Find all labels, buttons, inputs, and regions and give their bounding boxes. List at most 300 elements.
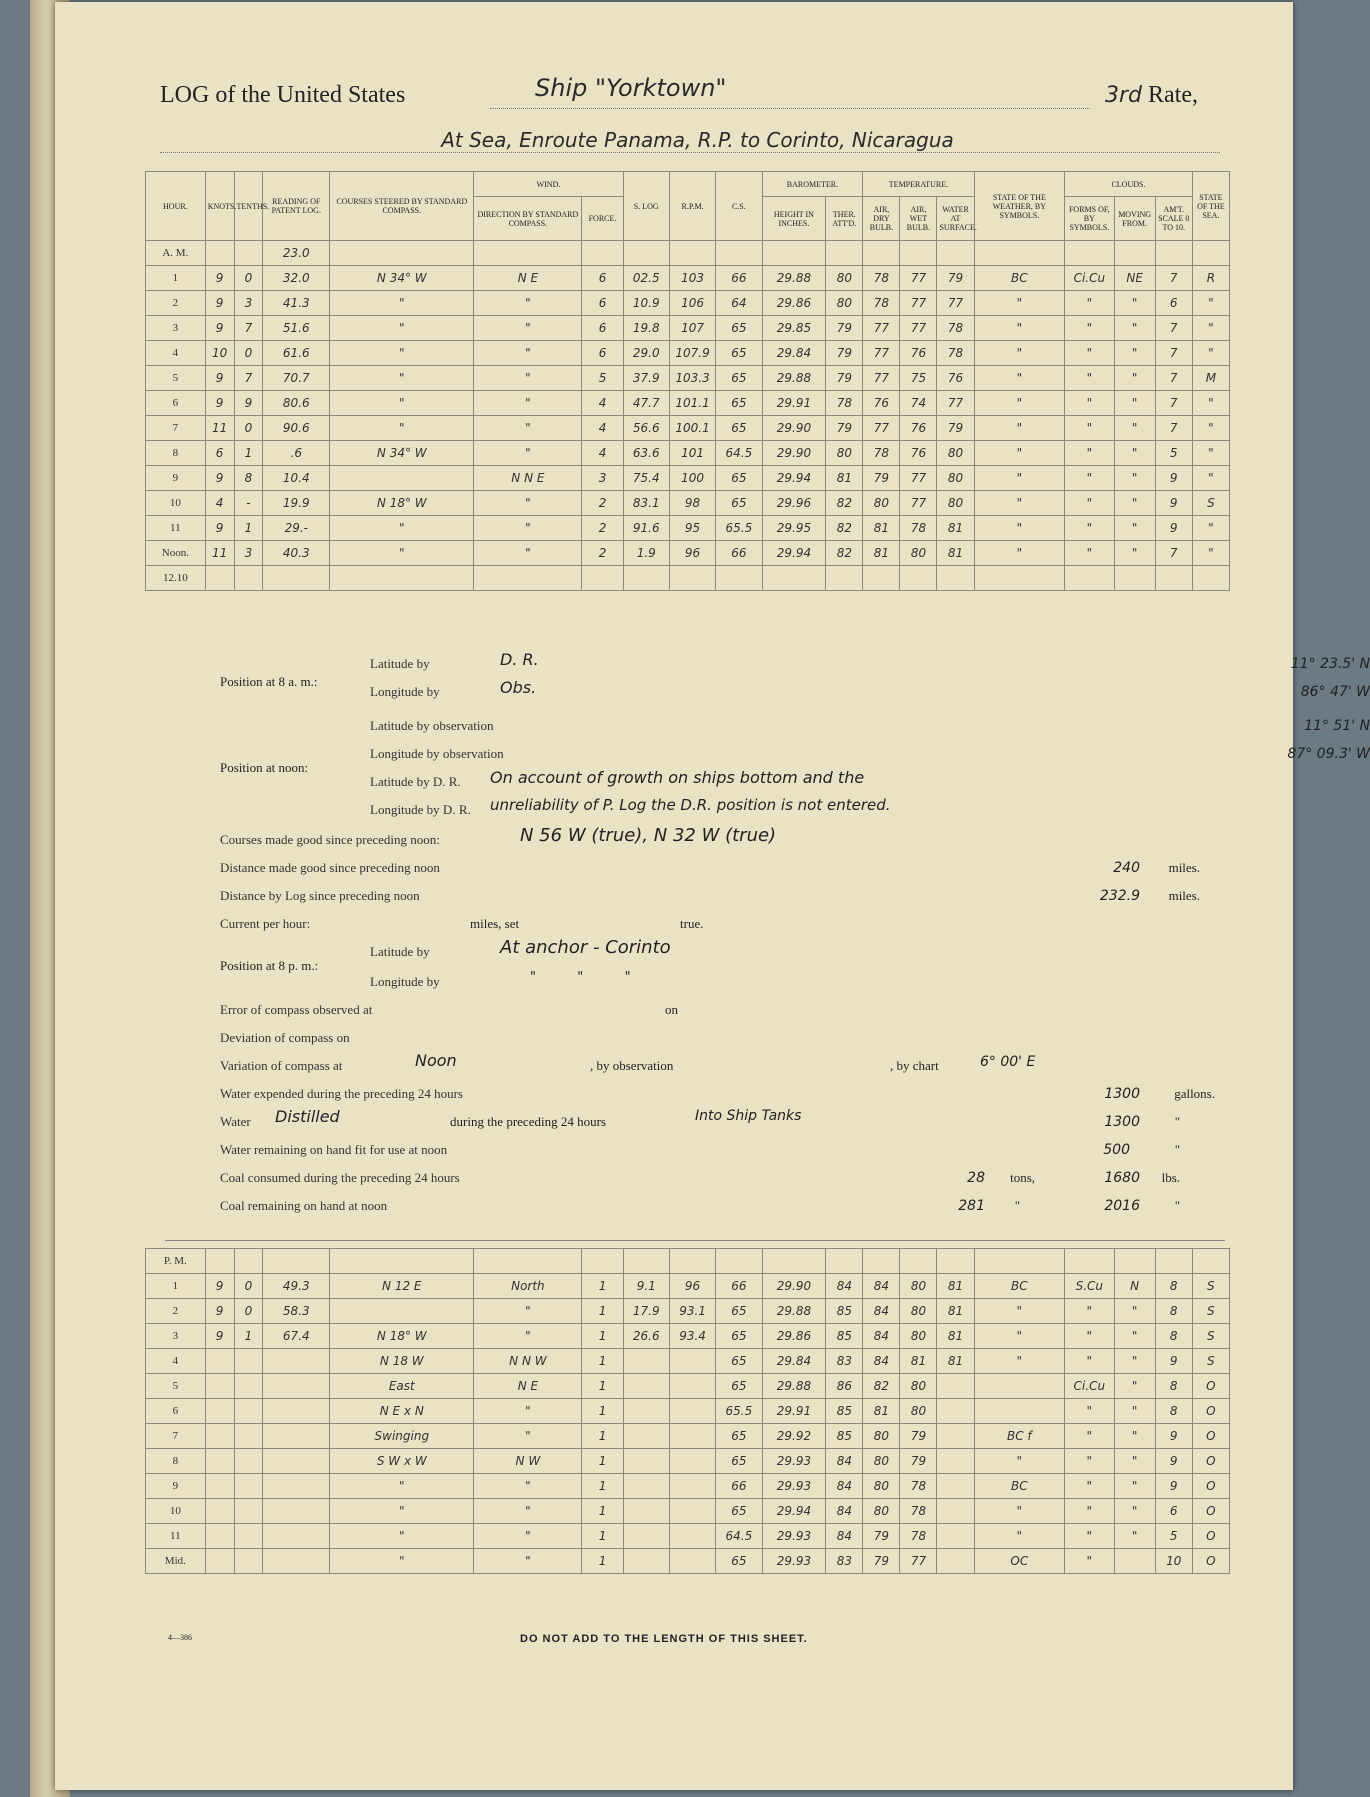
cell-moving: " [1114,391,1155,416]
table-row [146,1524,1230,1549]
cell-wet: 78 [900,1499,937,1524]
cell-wet: 76 [900,416,937,441]
cell-hour: 7 [146,1424,206,1449]
cell-c: 64 [716,291,762,316]
cell-wind: " [474,391,582,416]
table-row [146,1449,1230,1474]
cell-b: 107.9 [669,341,715,366]
cell-wet: 77 [900,466,937,491]
pos8am-lon-value: 86° 47' W [1300,684,1370,700]
posnoon-lon-dr-row [370,796,1370,824]
rate-label: Rate, [1148,82,1198,108]
cell-dry: 79 [863,1524,900,1549]
cell-force: 1 [582,1349,623,1374]
cell-amt: 5 [1155,441,1192,466]
cell-wind: N W [474,1449,582,1474]
cell-tenths: 7 [234,366,263,391]
cell-b [669,1524,715,1549]
cell-force: 4 [582,416,623,441]
cell-reading: 80.6 [263,391,330,416]
cell-hour: 3 [146,1324,206,1349]
cell-height: 29.90 [762,1274,826,1299]
am-note: 12.10 [146,566,206,591]
cell-dry: 81 [863,516,900,541]
cell-ther: 85 [826,1399,863,1424]
cell-tenths: 8 [234,466,263,491]
cell-ther: 82 [826,541,863,566]
cell-tenths [234,1424,263,1449]
cell-wind: " [474,1299,582,1324]
cell-knots [205,1549,234,1574]
cell-forms: " [1065,1399,1114,1424]
cell-amt: 7 [1155,366,1192,391]
cell-a: 19.8 [623,316,669,341]
pos8am-lon-label: Longitude by [370,684,440,699]
cell-knots: 9 [205,466,234,491]
cell-force: 1 [582,1399,623,1424]
cell-sea: M [1192,366,1229,391]
cell-amt: 7 [1155,316,1192,341]
cell-weather: " [974,491,1065,516]
col-barometer: BAROMETER. [762,172,863,197]
coal-consumed-lbs-unit: lbs. [1161,1170,1180,1185]
cell-course: " [330,1499,474,1524]
col-water: WATER AT SURFACE. [937,197,974,241]
table-row [146,466,1230,491]
distance-log-label: Distance by Log since preceding noon [220,888,420,903]
deviation-label: Deviation of compass on [220,1030,350,1045]
cell-wet: 77 [900,266,937,291]
table-row [146,1299,1230,1324]
pos8pm-lat-value: At anchor - Corinto [500,937,671,958]
cell-b: 98 [669,491,715,516]
col-force: FORCE. [582,197,623,241]
cell-sea: " [1192,541,1229,566]
cell-water: 80 [937,466,974,491]
cell-reading [263,1349,330,1374]
cell-amt: 8 [1155,1399,1192,1424]
am-reading-start: 23.0 [263,241,330,266]
cell-hour: 9 [146,1474,206,1499]
table-row [146,1274,1230,1299]
deviation-row [220,1030,1220,1052]
cell-dry: 77 [863,366,900,391]
ship-rate [1105,82,1198,109]
posnoon-lon-obs-row [370,746,1370,768]
cell-weather: " [974,541,1065,566]
cell-dry: 81 [863,1399,900,1424]
cell-reading: .6 [263,441,330,466]
course-label: Courses made good since preceding noon: [220,832,440,847]
cell-b [669,1374,715,1399]
cell-tenths [234,1474,263,1499]
col-a: S. LOG [623,172,669,241]
posnoon-label: Position at noon: [220,760,309,775]
cell-height: 29.84 [762,341,826,366]
cell-ther: 78 [826,391,863,416]
cell-course: " [330,416,474,441]
cell-course: " [330,391,474,416]
cell-moving: " [1114,1299,1155,1324]
cell-wind: " [474,1324,582,1349]
cell-moving: N [1114,1274,1155,1299]
cell-weather: " [974,1499,1065,1524]
col-b: R.P.M. [669,172,715,241]
table-row [146,1474,1230,1499]
cell-sea: O [1192,1399,1229,1424]
cell-forms: " [1065,341,1114,366]
pos8am-lat-row [370,650,1370,678]
cell-force: 6 [582,341,623,366]
cell-c: 66 [716,1274,762,1299]
cell-dry: 80 [863,491,900,516]
table-row [146,491,1230,516]
cell-amt: 9 [1155,1449,1192,1474]
cell-tenths [234,1349,263,1374]
cell-sea: " [1192,516,1229,541]
cell-course: " [330,1549,474,1574]
cell-hour: 8 [146,441,206,466]
form-number: 4—386 [168,1633,192,1642]
cell-weather: OC [974,1549,1065,1574]
cell-wet: 81 [900,1349,937,1374]
col-sea: STATE OF THE SEA. [1192,172,1229,241]
cell-c: 65 [716,1324,762,1349]
pos8am-lon-row [370,678,1370,706]
cell-ther: 81 [826,466,863,491]
cell-hour: Mid. [146,1549,206,1574]
cell-c: 65 [716,341,762,366]
cell-wind: " [474,1424,582,1449]
cell-force: 2 [582,516,623,541]
cell-hour: 5 [146,1374,206,1399]
col-amt: AM'T. SCALE 0 TO 10. [1155,197,1192,241]
cell-a: 10.9 [623,291,669,316]
cell-ther: 80 [826,266,863,291]
cell-b: 103 [669,266,715,291]
cell-wet: 79 [900,1424,937,1449]
cell-course: N 18° W [330,1324,474,1349]
cell-forms: Ci.Cu [1065,266,1114,291]
cell-course: N 34° W [330,266,474,291]
cell-ther: 83 [826,1349,863,1374]
cell-wind: " [474,441,582,466]
cell-c: 65 [716,1449,762,1474]
cell-weather: " [974,416,1065,441]
pos8pm-lon-label: Longitude by [370,974,440,989]
cell-a: 75.4 [623,466,669,491]
cell-knots [205,1349,234,1374]
cell-height: 29.95 [762,516,826,541]
header-dotline [490,108,1090,109]
cell-reading: 49.3 [263,1274,330,1299]
cell-moving: " [1114,441,1155,466]
cell-ther: 84 [826,1274,863,1299]
cell-wind: " [474,541,582,566]
cell-wind: " [474,291,582,316]
cell-dry: 84 [863,1349,900,1374]
coal-consumed-tons: 28 [967,1170,985,1186]
cell-hour: 10 [146,491,206,516]
cell-knots: 9 [205,366,234,391]
cell-reading: 41.3 [263,291,330,316]
col-hour: HOUR. [146,172,206,241]
cell-tenths: 0 [234,341,263,366]
cell-tenths: 3 [234,291,263,316]
cell-wind: " [474,1399,582,1424]
cell-amt: 6 [1155,291,1192,316]
water-remaining-unit: " [1174,1142,1180,1157]
cell-force: 6 [582,291,623,316]
cell-height: 29.93 [762,1524,826,1549]
cell-a: 1.9 [623,541,669,566]
variation-obs: , by observation [590,1058,674,1073]
cell-weather: BC f [974,1424,1065,1449]
cell-a: 91.6 [623,516,669,541]
current-true: true. [680,916,704,931]
cell-tenths [234,1499,263,1524]
cell-sea: " [1192,466,1229,491]
cell-sea: " [1192,416,1229,441]
cell-sea: S [1192,1349,1229,1374]
cell-ther: 84 [826,1499,863,1524]
water-distilled-label: Water [220,1114,251,1129]
cell-moving: NE [1114,266,1155,291]
cell-force: 4 [582,391,623,416]
cell-course [330,1299,474,1324]
col-weather: STATE OF THE WEATHER, BY SYMBOLS. [974,172,1065,241]
cell-c: 65 [716,1549,762,1574]
cell-sea: S [1192,1274,1229,1299]
cell-moving: " [1114,316,1155,341]
cell-hour: 6 [146,1399,206,1424]
cell-sea: " [1192,341,1229,366]
cell-wind: North [474,1274,582,1299]
cell-height: 29.93 [762,1449,826,1474]
cell-force: 1 [582,1274,623,1299]
cell-ther: 84 [826,1524,863,1549]
cell-hour: 6 [146,391,206,416]
cell-water: 81 [937,516,974,541]
cell-moving: " [1114,341,1155,366]
cell-a: 26.6 [623,1324,669,1349]
posnoon-lon-obs-value: 87° 09.3' W [1287,746,1370,762]
posnoon-lat-dr-label: Latitude by D. R. [370,774,461,789]
cell-water [937,1549,974,1574]
cell-ther: 84 [826,1474,863,1499]
cell-course: " [330,316,474,341]
cell-course: N 34° W [330,441,474,466]
cell-b: 95 [669,516,715,541]
cell-a: 37.9 [623,366,669,391]
cell-forms: " [1065,1549,1114,1574]
pos8pm-lon-value: " " " [530,970,631,985]
cell-water: 81 [937,1299,974,1324]
cell-tenths [234,1549,263,1574]
cell-hour: 4 [146,1349,206,1374]
cell-hour: 1 [146,266,206,291]
distance-log-value: 232.9 [1099,888,1140,904]
col-moving: MOVING FROM. [1114,197,1155,241]
cell-course: N 18° W [330,491,474,516]
table-row [146,1324,1230,1349]
posnoon-lat-obs-label: Latitude by observation [370,718,494,733]
cell-wet: 78 [900,1474,937,1499]
col-courses: COURSES STEERED BY STANDARD COMPASS. [330,172,474,241]
cell-ther: 82 [826,516,863,541]
cell-tenths: 3 [234,541,263,566]
cell-weather: " [974,516,1065,541]
cell-forms: " [1065,1499,1114,1524]
variation-label: Variation of compass at [220,1058,343,1073]
distance-good-value: 240 [1113,860,1140,876]
cell-hour: 10 [146,1499,206,1524]
cell-height: 29.88 [762,1374,826,1399]
cell-c: 65 [716,1424,762,1449]
cell-water [937,1399,974,1424]
cell-amt: 9 [1155,1474,1192,1499]
cell-wet: 80 [900,1299,937,1324]
cell-a: 63.6 [623,441,669,466]
cell-ther: 83 [826,1549,863,1574]
water-distilled-dest: Into Ship Tanks [695,1108,802,1124]
pos8am-lon-method: Obs. [500,678,537,697]
cell-force: 6 [582,316,623,341]
cell-weather: " [974,1349,1065,1374]
footer-notice: DO NOT ADD TO THE LENGTH OF THIS SHEET. [520,1633,808,1645]
cell-a [623,1349,669,1374]
col-air-wet: AIR, WET BULB. [900,197,937,241]
cell-wet: 77 [900,316,937,341]
cell-tenths [234,1374,263,1399]
table-row [146,1374,1230,1399]
pos8pm-lat-row [370,937,1370,966]
cell-a [623,1474,669,1499]
cell-knots: 4 [205,491,234,516]
cell-forms: " [1065,541,1114,566]
cell-tenths: 7 [234,316,263,341]
cell-water [937,1524,974,1549]
cell-b [669,1474,715,1499]
cell-c: 64.5 [716,441,762,466]
pos8am-lat-value: 11° 23.5' N [1290,656,1370,672]
cell-weather: " [974,441,1065,466]
table-row [146,441,1230,466]
cell-forms: Ci.Cu [1065,1374,1114,1399]
cell-c: 65 [716,366,762,391]
cell-tenths: 0 [234,1274,263,1299]
cell-reading: 51.6 [263,316,330,341]
distance-log-row [220,888,1220,910]
cell-ther: 85 [826,1324,863,1349]
cell-a [623,1374,669,1399]
cell-wind: " [474,1474,582,1499]
table-row [146,516,1230,541]
cell-height: 29.93 [762,1474,826,1499]
cell-weather: BC [974,1474,1065,1499]
posnoon-lat-obs-row [370,718,1370,740]
cell-water: 81 [937,1324,974,1349]
course-row [220,825,1220,854]
cell-tenths [234,1399,263,1424]
cell-a: 17.9 [623,1299,669,1324]
cell-a: 9.1 [623,1274,669,1299]
cell-wind: " [474,1549,582,1574]
water-distilled-value: 1300 [1104,1114,1140,1130]
distance-good-label: Distance made good since preceding noon [220,860,440,875]
cell-ther: 85 [826,1424,863,1449]
cell-tenths [234,1524,263,1549]
error-on: on [665,1002,678,1017]
cell-hour: 9 [146,466,206,491]
cell-amt: 7 [1155,266,1192,291]
cell-c: 65 [716,1499,762,1524]
cell-b [669,1449,715,1474]
cell-weather: " [974,1524,1065,1549]
course-value: N 56 W (true), N 32 W (true) [520,825,777,846]
cell-b: 106 [669,291,715,316]
cell-wind: N E [474,1374,582,1399]
cell-ther: 80 [826,291,863,316]
am-label: A. M. [146,241,206,266]
table-row [146,1399,1230,1424]
cell-water: 76 [937,366,974,391]
cell-moving: " [1114,416,1155,441]
cell-wet: 76 [900,341,937,366]
cell-water [937,1474,974,1499]
cell-sea: O [1192,1524,1229,1549]
cell-water [937,1424,974,1449]
water-remaining-label: Water remaining on hand fit for use at noon [220,1142,448,1157]
cell-amt: 7 [1155,341,1192,366]
cell-weather [974,1374,1065,1399]
cell-sea: O [1192,1549,1229,1574]
cell-knots: 9 [205,1274,234,1299]
cell-dry: 78 [863,266,900,291]
cell-b [669,1349,715,1374]
cell-b: 96 [669,1274,715,1299]
cell-wet: 80 [900,1374,937,1399]
cell-forms: " [1065,1349,1114,1374]
cell-b [669,1399,715,1424]
table-row [146,541,1230,566]
cell-forms: " [1065,416,1114,441]
variation-chart-value: 6° 00' E [980,1054,1036,1070]
coal-consumed-lbs: 1680 [1104,1170,1140,1186]
cell-water: 79 [937,266,974,291]
cell-c: 65 [716,416,762,441]
cell-b: 107 [669,316,715,341]
cell-sea: S [1192,1324,1229,1349]
cell-knots [205,1449,234,1474]
cell-knots: 10 [205,341,234,366]
cell-moving: " [1114,491,1155,516]
cell-ther: 84 [826,1449,863,1474]
cell-course: East [330,1374,474,1399]
cell-moving: " [1114,1499,1155,1524]
cell-sea: O [1192,1449,1229,1474]
cell-amt: 5 [1155,1524,1192,1549]
posnoon-lon-obs-label: Longitude by observation [370,746,504,761]
cell-dry: 84 [863,1274,900,1299]
pos8pm-label: Position at 8 p. m.: [220,958,319,973]
cell-course: " [330,341,474,366]
posnoon-lat-obs-value: 11° 51' N [1304,718,1370,734]
cell-moving: " [1114,1324,1155,1349]
ship-name: Ship "Yorktown" [535,74,727,102]
cell-c: 65 [716,491,762,516]
cell-tenths: - [234,491,263,516]
